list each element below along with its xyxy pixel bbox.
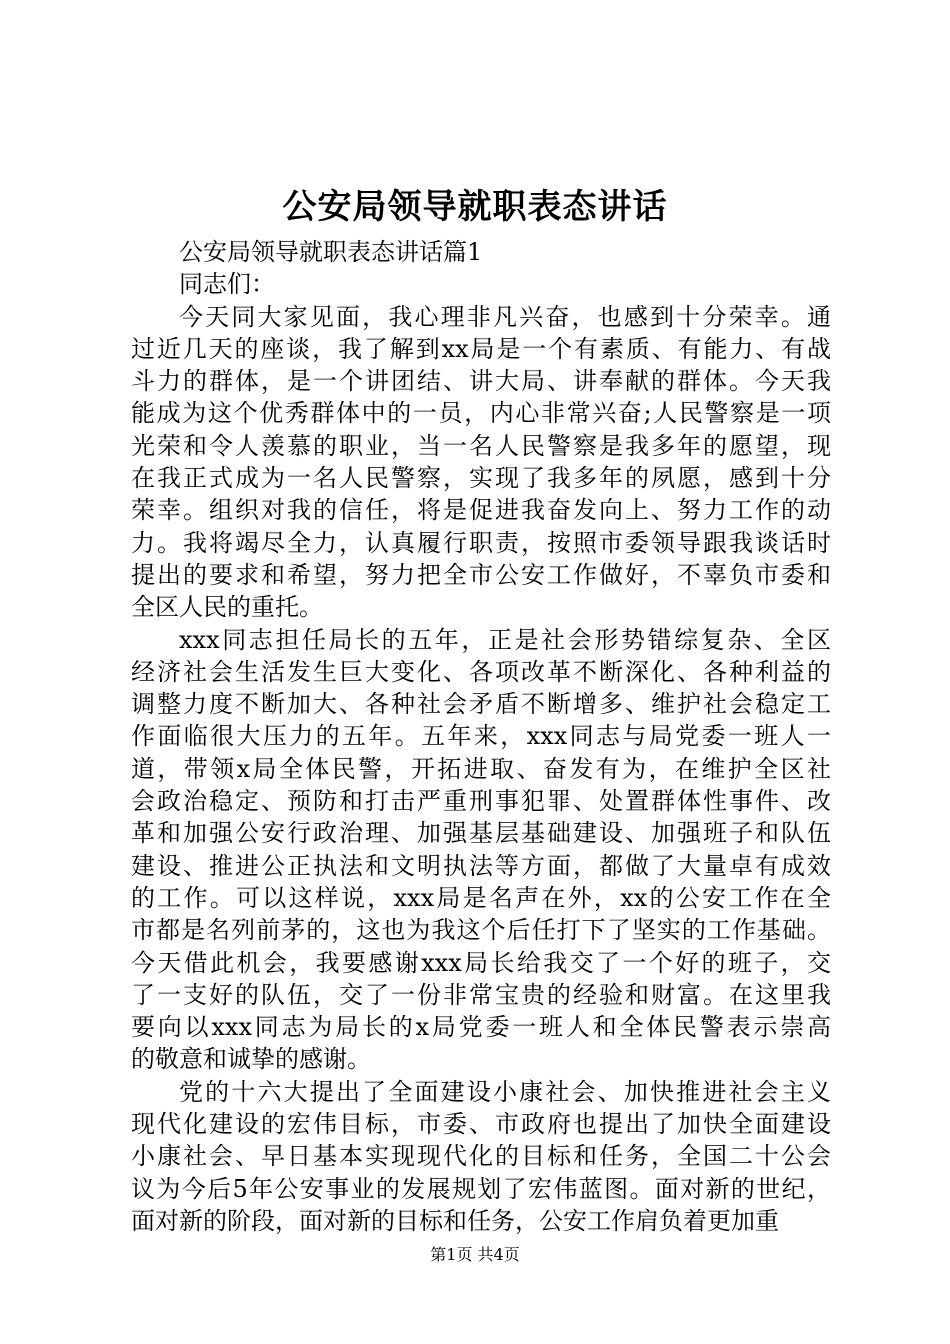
paragraph (131, 1076, 831, 1237)
paragraph-line: 面对新的阶段，面对新的目标和任务，公安工作肩负着更加重 (131, 1206, 779, 1235)
paragraph-line: 的敬意和诚挚的感谢。 (131, 1045, 371, 1074)
paragraph-list (131, 301, 831, 1238)
paragraph-line: 的工作。可以这样说，xxx局是名声在外，xx的公安工作在全 (131, 883, 831, 912)
paragraph-line: xxx同志担任局长的五年，正是社会形势错综复杂、全区 (179, 625, 831, 654)
paragraph-line: 全区人民的重托。 (131, 593, 323, 622)
paragraph-line: 议为今后5年公安事业的发展规划了宏伟蓝图。面对新的世纪， (131, 1174, 831, 1203)
paragraph-line: 革和加强公安行政治理、加强基层基础建设、加强班子和队伍 (131, 819, 831, 848)
paragraph-line: 党的十六大提出了全面建设小康社会、加快推进社会主义 (179, 1077, 831, 1106)
paragraph-line: 建设、推进公正执法和文明执法等方面，都做了大量卓有成效 (131, 851, 831, 880)
paragraph-line: 调整力度不断加大、各种社会矛盾不断增多、维护社会稳定工 (131, 690, 831, 719)
document-body (131, 236, 831, 1237)
paragraph-line: 斗力的群体，是一个讲团结、讲大局、讲奉献的群体。今天我 (131, 367, 831, 396)
paragraph-line: 荣幸。组织对我的信任，将是促进我奋发向上、努力工作的动 (131, 496, 831, 525)
paragraph-line: 经济社会生活发生巨大变化、各项改革不断深化、各种利益的 (131, 657, 831, 686)
paragraph-line: 能成为这个优秀群体中的一员，内心非常兴奋;人民警察是一项 (131, 399, 831, 428)
paragraph-line: 现代化建设的宏伟目标，市委、市政府也提出了加快全面建设 (131, 1110, 831, 1139)
document-subtitle: 公安局领导就职表态讲话篇1 (179, 238, 483, 266)
paragraph-line: 了一支好的队伍，交了一份非常宝贵的经验和财富。在这里我 (131, 980, 831, 1009)
paragraph-line: 小康社会、早日基本实现现代化的目标和任务，全国二十公会 (131, 1142, 831, 1171)
paragraph-line: 力。我将竭尽全力，认真履行职责，按照市委领导跟我谈话时 (131, 528, 831, 557)
paragraph-line: 今天同大家见面，我心理非凡兴奋，也感到十分荣幸。通 (179, 302, 831, 331)
paragraph-line: 道，带领x局全体民警，开拓进取、奋发有为，在维护全区社 (131, 754, 831, 783)
paragraph-line: 作面临很大压力的五年。五年来，xxx同志与局党委一班人一 (131, 722, 831, 751)
paragraph (131, 301, 831, 624)
paragraph-line: 市都是名列前茅的，这也为我这个后任打下了坚实的工作基础。 (131, 916, 831, 945)
paragraph-line: 会政治稳定、预防和打击严重刑事犯罪、处置群体性事件、改 (131, 787, 831, 816)
paragraph-line: 提出的要求和希望，努力把全市公安工作做好，不辜负市委和 (131, 560, 831, 589)
paragraph-line: 要向以xxx同志为局长的x局党委一班人和全体民警表示崇高 (131, 1013, 831, 1042)
salutation: 同志们： (179, 270, 275, 299)
paragraph-line: 光荣和令人羡慕的职业，当一名人民警察是我多年的愿望，现 (131, 431, 831, 460)
page-footer: 第1页 共4页 (430, 1245, 520, 1264)
document-title: 公安局领导就职表态讲话 (282, 187, 668, 227)
paragraph-line: 今天借此机会，我要感谢xxx局长给我交了一个好的班子，交 (131, 948, 831, 977)
paragraph (131, 624, 831, 1076)
paragraph-line: 在我正式成为一名人民警察，实现了我多年的夙愿，感到十分 (131, 464, 831, 493)
paragraph-line: 过近几天的座谈，我了解到xx局是一个有素质、有能力、有战 (131, 334, 831, 363)
